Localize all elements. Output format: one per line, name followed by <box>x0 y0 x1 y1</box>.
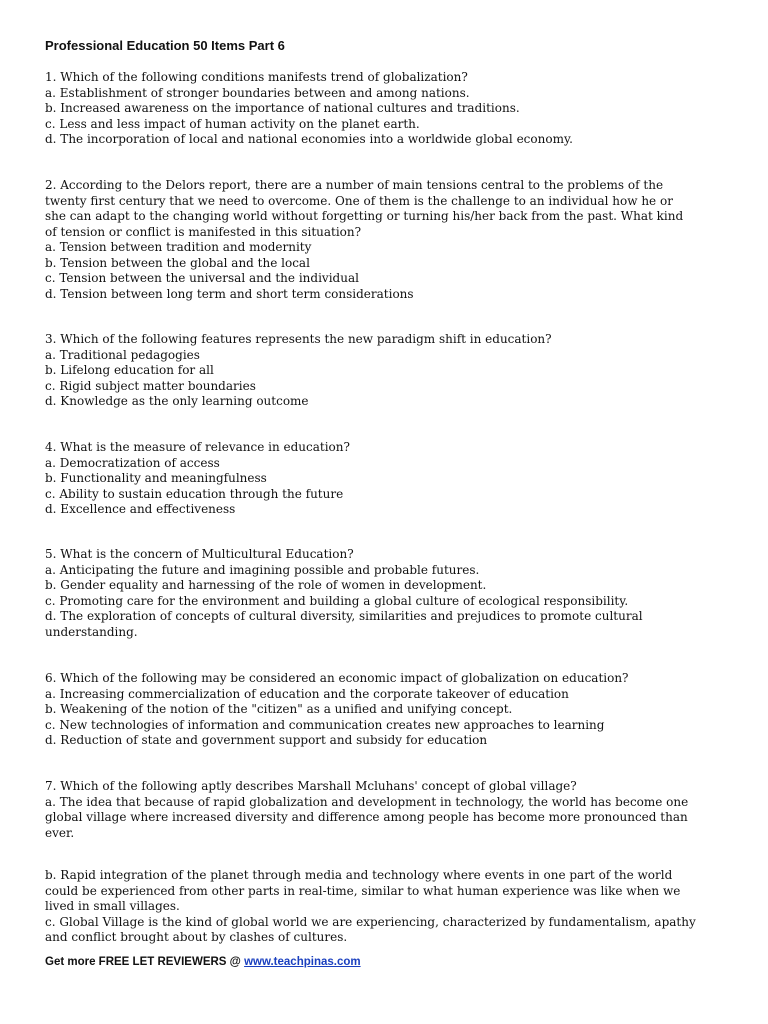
option: c. Rigid subject matter boundaries <box>45 378 256 393</box>
option: ever. <box>45 825 75 840</box>
option: d. Tension between long term and short term considerations <box>45 286 414 301</box>
option: c. New technologies of information and communication creates new approaches to learning <box>45 717 605 732</box>
option: b. Rapid integration of the planet through media and technology where events in one part of the world <box>45 868 673 882</box>
question-text: twenty first century that we need to overcome. One of them is the challenge to an individual how he or <box>45 193 673 208</box>
option: b. Lifelong education for all <box>45 363 214 377</box>
question-text: 2. According to the Delors report, there are a number of main tensions central to the problems of the <box>45 178 664 192</box>
option: b. Weakening of the notion of the "citizen" as a unified and unifying concept. <box>45 702 513 716</box>
question-2 <box>45 178 735 302</box>
option: b. Gender equality and harnessing of the role of women in development. <box>45 578 487 592</box>
question-text: 1. Which of the following conditions manifests trend of globalization? <box>45 70 468 84</box>
question-text: of tension or conflict is manifested in this situation? <box>45 224 362 239</box>
option: c. Global Village is the kind of global world we are experiencing, characterized by fundamentalism, apathy <box>45 914 696 929</box>
option: c. Ability to sustain education through the future <box>45 486 344 501</box>
question-5 <box>45 547 735 640</box>
option: c. Promoting care for the environment and building a global culture of ecological responsibility. <box>45 593 629 608</box>
option: a. Democratization of access <box>45 455 220 470</box>
option: global village where increased diversity and difference among people has become more pronounced than <box>45 810 688 824</box>
footer <box>45 955 361 971</box>
option: d. Excellence and effectiveness <box>45 502 236 516</box>
option: a. Establishment of stronger boundaries between and among nations. <box>45 85 470 100</box>
option: b. Increased awareness on the importance of national cultures and traditions. <box>45 101 520 115</box>
footer-link[interactable]: www.teachpinas.com <box>244 956 361 968</box>
question-text: 4. What is the measure of relevance in education? <box>45 440 350 454</box>
option: c. Tension between the universal and the individual <box>45 271 359 285</box>
option: a. Increasing commercialization of education and the corporate takeover of education <box>45 686 569 701</box>
question-1 <box>45 70 735 148</box>
option: a. The idea that because of rapid globalization and development in technology, the world has become one <box>45 794 689 809</box>
question-7-options-cont <box>45 868 735 946</box>
question-7 <box>45 779 735 841</box>
option: d. Reduction of state and government support and subsidy for education <box>45 733 488 747</box>
question-text: she can adapt to the changing world without forgetting or turning his/her back from the past. What kind <box>45 209 684 223</box>
option: a. Anticipating the future and imagining possible and probable futures. <box>45 562 480 577</box>
option: understanding. <box>45 624 138 639</box>
question-4 <box>45 440 735 518</box>
question-3 <box>45 332 735 410</box>
question-text: 3. Which of the following features represents the new paradigm shift in education? <box>45 332 552 346</box>
question-6 <box>45 671 735 749</box>
option: lived in small villages. <box>45 899 180 913</box>
option: b. Functionality and meaningfulness <box>45 471 267 485</box>
question-text: 5. What is the concern of Multicultural Education? <box>45 547 354 561</box>
question-text: 6. Which of the following may be considered an economic impact of globalization on education? <box>45 671 629 685</box>
option: and conflict brought about by clashes of cultures. <box>45 930 348 944</box>
option: a. Tension between tradition and modernity <box>45 240 312 254</box>
question-text: 7. Which of the following aptly describes Marshall Mcluhans' concept of global village? <box>45 779 577 793</box>
option: d. Knowledge as the only learning outcome <box>45 394 309 408</box>
option: a. Traditional pedagogies <box>45 347 200 362</box>
option: c. Less and less impact of human activity on the planet earth. <box>45 116 420 131</box>
option: could be experienced from other parts in real-time, similar to what human experience was like when we <box>45 883 681 898</box>
option: b. Tension between the global and the local <box>45 255 310 270</box>
page-title: Professional Education 50 Items Part 6 <box>45 38 285 53</box>
footer-text: Get more FREE LET REVIEWERS @ <box>45 956 245 968</box>
option: d. The incorporation of local and national economies into a worldwide global economy. <box>45 132 573 146</box>
option: d. The exploration of concepts of cultural diversity, similarities and prejudices to promote cultural <box>45 609 643 623</box>
